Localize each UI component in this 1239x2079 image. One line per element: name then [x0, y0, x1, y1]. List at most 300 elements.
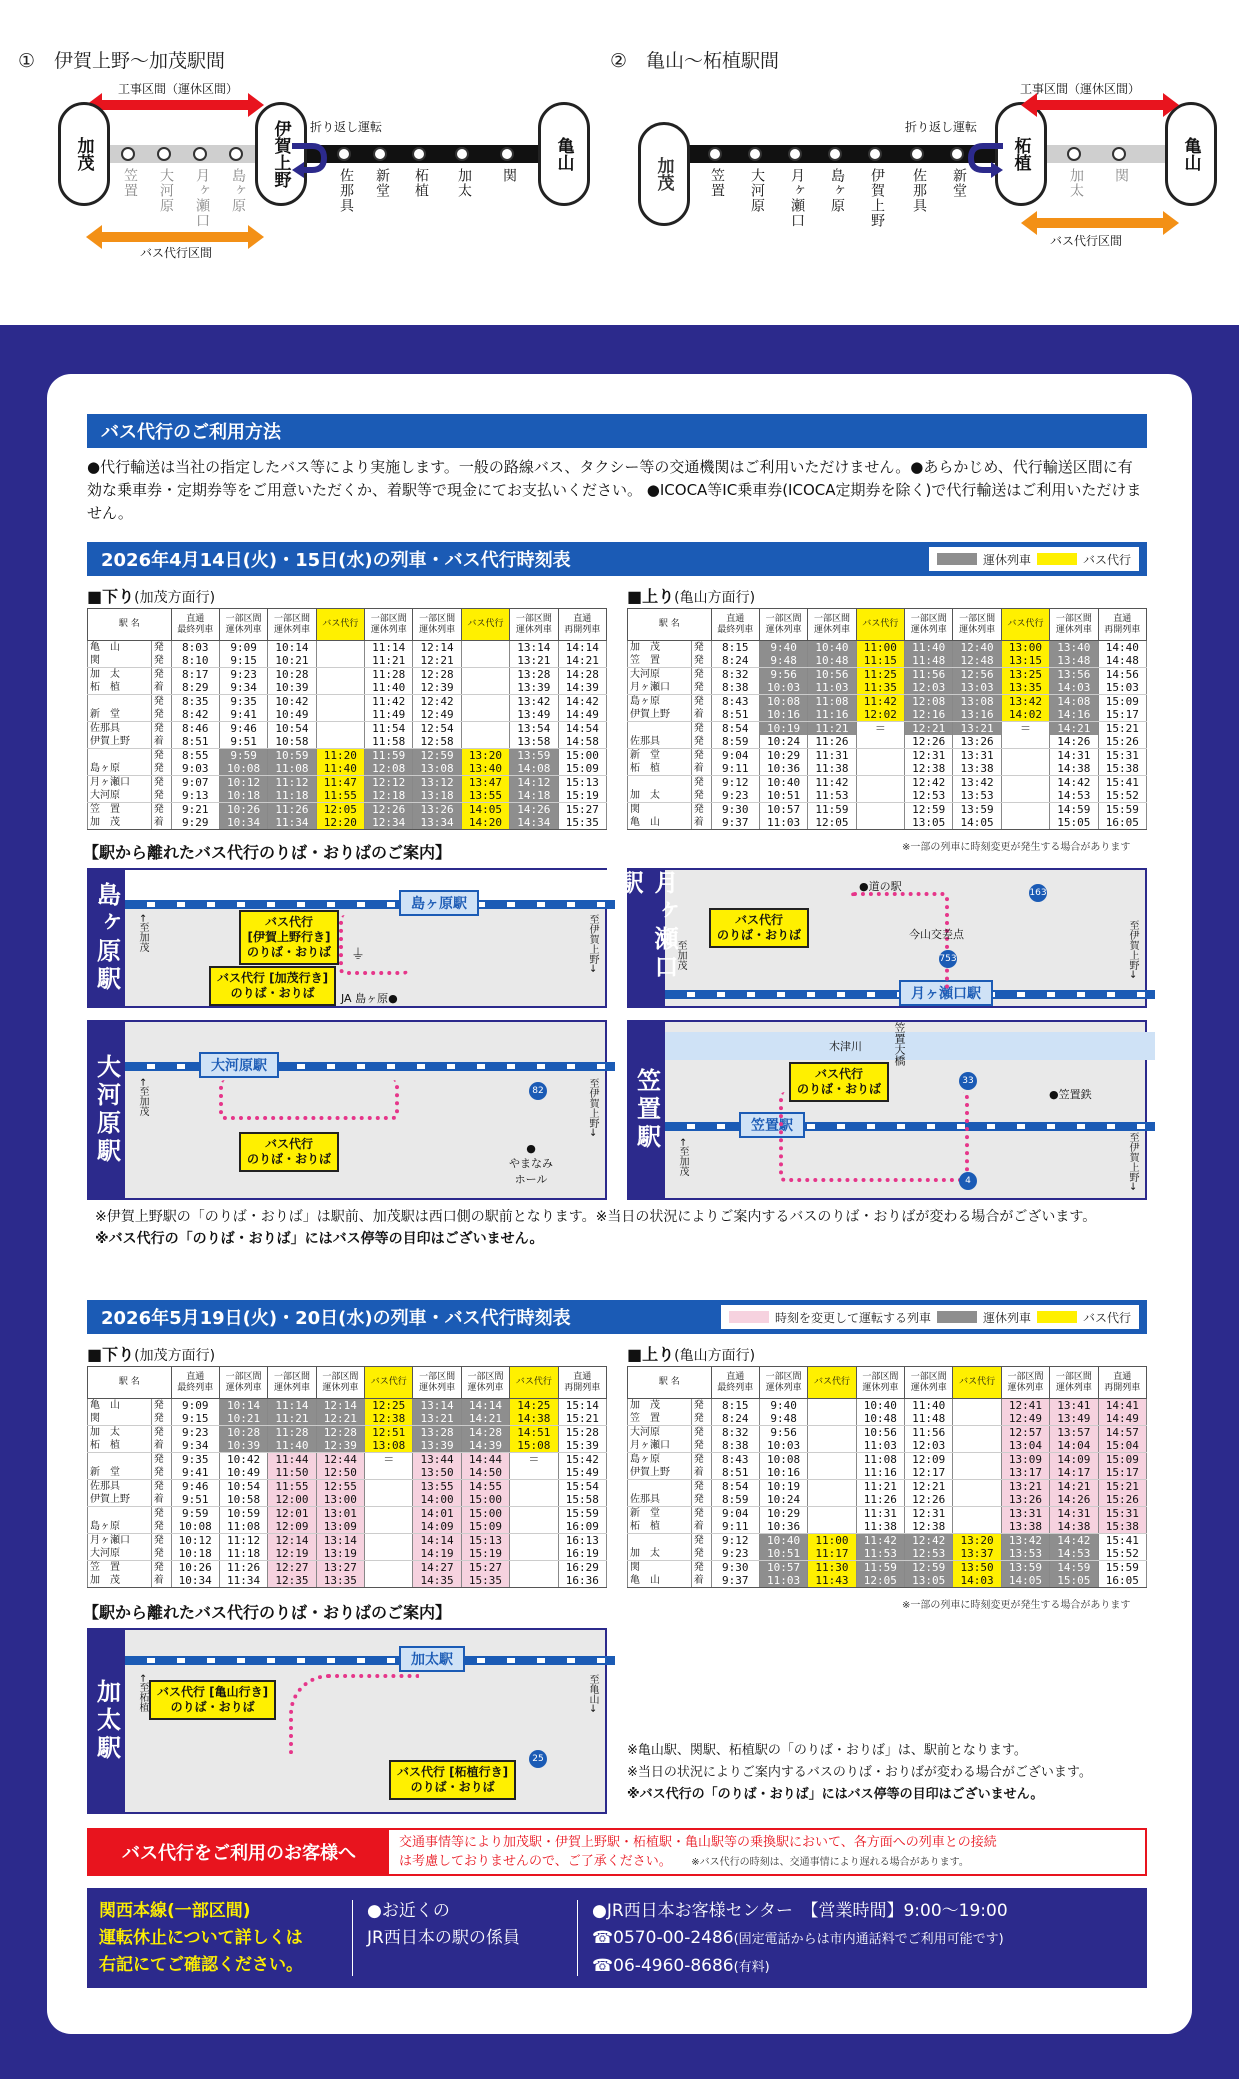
time-cell — [461, 708, 509, 722]
time-cell: 10:29 — [759, 749, 807, 763]
time-cell: 10:56 — [808, 668, 856, 682]
bus-stop: バス代行 のりば・おりば — [709, 908, 809, 948]
time-cell: 9:23 — [219, 668, 267, 682]
time-cell — [1001, 749, 1049, 763]
time-cell: 10:56 — [856, 1426, 904, 1440]
map-shimagahara — [87, 868, 607, 1008]
direction-left: ←至加茂 — [677, 1138, 688, 1177]
time-cell — [510, 1534, 558, 1548]
station-cell: 着 — [691, 1520, 711, 1534]
time-cell: 11:42 — [365, 695, 413, 709]
table-row — [628, 1439, 1147, 1453]
column-header: 駅 名 — [628, 609, 712, 641]
table-row — [88, 1507, 607, 1521]
map-label: 笠置駅 — [629, 1022, 665, 1198]
table-row — [628, 668, 1147, 682]
time-cell — [510, 1547, 558, 1561]
stop-name: 新堂 — [951, 168, 967, 198]
stop-dot — [157, 147, 171, 161]
time-cell: 14:39 — [461, 1439, 509, 1453]
table-row — [88, 641, 607, 655]
time-cell: 12:42 — [905, 776, 953, 790]
maps1-heading: 【駅から離れたバス代行のりば・おりばのご案内】 — [83, 843, 452, 862]
time-cell — [365, 1520, 413, 1534]
time-cell: 15:08 — [510, 1439, 558, 1453]
station-cell: 着 — [151, 735, 171, 749]
time-cell: 11:26 — [808, 735, 856, 749]
stop-dot — [1112, 147, 1126, 161]
station-kamo: 加茂 — [58, 102, 110, 206]
time-cell: 13:40 — [461, 762, 509, 776]
time-cell — [461, 668, 509, 682]
time-cell: 14:14 — [558, 641, 606, 655]
time-cell: 10:51 — [759, 1547, 807, 1561]
time-cell: 14:59 — [1050, 1561, 1098, 1575]
table-row — [88, 1520, 607, 1534]
time-cell — [461, 681, 509, 695]
station-cell: 発 — [691, 1493, 711, 1507]
howto-text: ●代行輸送は当社の指定したバス等により実施します。一般の路線バス、タクシー等の交通機関はご利用いただけません。●あらかじめ、代行輸送区間に有効な乗車券・定期券等をご用意いただくか、着駅等で現金にてお支払いください。 ●ICOCA等IC乗車券(ICOCA定期券を除く)で代行輸送はご利用いただけません。 — [87, 458, 1142, 522]
time-cell: 8:54 — [711, 722, 759, 736]
time-cell: 14:31 — [1050, 749, 1098, 763]
suspended-arrow — [100, 100, 250, 110]
time-cell: 10:59 — [219, 1507, 267, 1521]
time-cell: 15:00 — [461, 1507, 509, 1521]
table-row — [628, 1547, 1147, 1561]
map-kawahara — [87, 1020, 607, 1200]
divider — [577, 1900, 578, 1976]
time-cell: 15:19 — [558, 789, 606, 803]
column-header: 直通 再開列車 — [1098, 609, 1146, 641]
time-cell: 10:03 — [759, 1439, 807, 1453]
stop-dot — [828, 147, 842, 161]
time-cell: 13:44 — [413, 1453, 461, 1467]
time-cell: 14:04 — [1050, 1439, 1098, 1453]
time-cell: 10:03 — [759, 681, 807, 695]
time-cell: 13:20 — [461, 749, 509, 763]
station-cell: 笠 置 — [628, 1412, 692, 1426]
direction-left: ←至加茂 — [137, 1078, 148, 1117]
station-cell — [88, 1453, 152, 1467]
tt1-up-title: ■上り(亀山方面行) — [627, 587, 756, 606]
legend-gray-swatch — [937, 1311, 977, 1323]
time-cell: 9:34 — [219, 681, 267, 695]
time-cell: 13:16 — [953, 708, 1001, 722]
time-cell: 11:58 — [365, 735, 413, 749]
time-cell: 10:16 — [759, 708, 807, 722]
time-cell: 12:27 — [268, 1561, 316, 1575]
stop-dot — [788, 147, 802, 161]
legend-yellow-swatch — [1037, 553, 1077, 565]
station-cell — [88, 695, 152, 709]
time-cell: 15:09 — [558, 762, 606, 776]
time-cell: 10:08 — [759, 1453, 807, 1467]
column-header: 一部区間 運休列車 — [759, 609, 807, 641]
time-cell: 13:35 — [1001, 681, 1049, 695]
time-cell: 9:30 — [711, 803, 759, 817]
column-header: 直通 最終列車 — [171, 1367, 219, 1399]
time-cell — [365, 1480, 413, 1494]
time-cell: 15:17 — [1098, 708, 1146, 722]
time-cell: 11:26 — [219, 1561, 267, 1575]
station-cell: 新 堂 — [628, 749, 692, 763]
time-cell: 13:21 — [413, 1412, 461, 1426]
station-cell: 島ヶ原 — [88, 762, 152, 776]
time-cell: 11:21 — [856, 1480, 904, 1494]
station-cell: 発 — [151, 1480, 171, 1494]
time-cell: 10:24 — [759, 1493, 807, 1507]
time-cell: 12:12 — [365, 776, 413, 790]
walk-route — [289, 1674, 419, 1754]
time-cell: 12:19 — [268, 1547, 316, 1561]
time-cell: 12:21 — [316, 1412, 364, 1426]
table-row — [88, 695, 607, 709]
stop-dot — [337, 147, 351, 161]
station-cell: 加 茂 — [88, 816, 152, 830]
table-row — [88, 816, 607, 830]
table-row — [628, 1534, 1147, 1548]
time-cell — [856, 816, 904, 830]
column-header: 一部区間 運休列車 — [219, 1367, 267, 1399]
time-cell: 13:58 — [510, 735, 558, 749]
notice-label: バス代行をご利用のお客様へ — [89, 1830, 389, 1874]
time-cell: 11:14 — [365, 641, 413, 655]
time-cell: 9:59 — [219, 749, 267, 763]
time-cell: 12:59 — [905, 1561, 953, 1575]
road-number: 25 — [529, 1750, 547, 1768]
tt1-heading: 2026年4月14日(火)・15日(水)の列車・バス代行時刻表 運休列車 バス代行 — [87, 542, 1147, 576]
road-number: 82 — [529, 1082, 547, 1100]
time-cell: 12:28 — [413, 668, 461, 682]
time-cell: 11:08 — [808, 695, 856, 709]
station-cell: 大河原 — [88, 789, 152, 803]
time-cell: 13:27 — [316, 1561, 364, 1575]
phone-number[interactable]: ☎0570-00-2486 — [592, 1928, 734, 1948]
time-cell: 8:03 — [171, 641, 219, 655]
table-row — [628, 695, 1147, 709]
station-cell: 発 — [691, 654, 711, 668]
rail-line — [125, 900, 615, 909]
time-cell: 11:34 — [268, 816, 316, 830]
time-cell: 12:03 — [905, 681, 953, 695]
time-cell: 13:55 — [461, 789, 509, 803]
station-cell — [628, 1480, 692, 1494]
column-header: 一部区間 運休列車 — [759, 1367, 807, 1399]
time-cell: 12:41 — [1001, 1399, 1049, 1413]
time-cell: 14:08 — [510, 762, 558, 776]
time-cell: 10:18 — [171, 1547, 219, 1561]
column-header: 一部区間 運休列車 — [461, 1367, 509, 1399]
time-cell: 14:03 — [953, 1574, 1001, 1588]
time-cell: 12:09 — [268, 1520, 316, 1534]
stop-dot — [708, 147, 722, 161]
time-cell — [953, 1399, 1001, 1413]
station-cell: 着 — [151, 1574, 171, 1588]
time-cell: 15:00 — [558, 749, 606, 763]
table-row — [628, 1399, 1147, 1413]
station-cell — [88, 1507, 152, 1521]
time-cell — [316, 668, 364, 682]
station-cell: 発 — [151, 1412, 171, 1426]
time-cell — [953, 1439, 1001, 1453]
main-panel — [47, 374, 1192, 2034]
time-cell: 10:08 — [219, 762, 267, 776]
time-cell: 15:59 — [1098, 1561, 1146, 1575]
time-cell: 13:12 — [413, 776, 461, 790]
time-cell: 11:08 — [268, 762, 316, 776]
contact-band — [87, 1888, 1147, 1988]
time-cell: 14:50 — [461, 1466, 509, 1480]
column-header: 一部区間 運休列車 — [365, 609, 413, 641]
time-cell: 16:09 — [558, 1520, 606, 1534]
time-cell: 10:58 — [268, 735, 316, 749]
time-cell: 12:38 — [905, 1520, 953, 1534]
stop-name: 加太 — [1068, 168, 1084, 198]
time-cell: 11:56 — [905, 668, 953, 682]
time-cell: 9:40 — [759, 641, 807, 655]
time-cell: 9:29 — [171, 816, 219, 830]
time-cell: 10:21 — [219, 1412, 267, 1426]
time-cell: 14:19 — [413, 1547, 461, 1561]
time-cell: 15:27 — [461, 1561, 509, 1575]
time-cell: 10:12 — [171, 1534, 219, 1548]
time-cell — [856, 762, 904, 776]
time-cell: ＝ — [856, 722, 904, 736]
time-cell: 11:53 — [856, 1547, 904, 1561]
time-cell: 11:42 — [808, 776, 856, 790]
time-cell: 13:14 — [413, 1399, 461, 1413]
table-row — [88, 668, 607, 682]
time-cell: 15:52 — [1098, 1547, 1146, 1561]
time-cell: 10:54 — [219, 1480, 267, 1494]
time-cell: 14:55 — [461, 1480, 509, 1494]
time-cell: 11:25 — [856, 668, 904, 682]
station-cell: 月ヶ瀬口 — [88, 1534, 152, 1548]
time-cell: 14:35 — [413, 1574, 461, 1588]
time-cell: 14:14 — [461, 1399, 509, 1413]
column-header: 一部区間 運休列車 — [1050, 609, 1098, 641]
time-cell: 8:10 — [171, 654, 219, 668]
time-cell: 11:50 — [268, 1466, 316, 1480]
time-cell: 12:21 — [413, 654, 461, 668]
station-cell: 発 — [151, 641, 171, 655]
time-cell: 15:38 — [1098, 762, 1146, 776]
time-cell: 15:41 — [1098, 776, 1146, 790]
time-cell: 9:12 — [711, 776, 759, 790]
landmark: 今山交差点 — [909, 928, 964, 941]
route-diagram-2 — [600, 0, 1239, 320]
time-cell: 10:26 — [171, 1561, 219, 1575]
time-cell: 13:08 — [953, 695, 1001, 709]
legend-yellow-swatch — [1037, 1311, 1077, 1323]
time-cell: 14:25 — [510, 1399, 558, 1413]
time-cell: 12:44 — [316, 1453, 364, 1467]
tt1-note: ※一部の列車に時刻変更が発生する場合があります — [902, 842, 1131, 853]
column-header: 一部区間 運休列車 — [510, 609, 558, 641]
station-iga-ueno: 伊賀上野 — [255, 102, 307, 206]
time-cell: 14:17 — [1050, 1466, 1098, 1480]
time-cell — [953, 1466, 1001, 1480]
station-cell: 柘 植 — [628, 762, 692, 776]
time-cell: 10:40 — [759, 776, 807, 790]
time-cell: 16:05 — [1098, 1574, 1146, 1588]
time-cell: 12:31 — [905, 1507, 953, 1521]
table-row — [628, 1507, 1147, 1521]
station-box: 月ヶ瀬口駅 — [899, 980, 993, 1006]
suspended-arrow — [1035, 100, 1165, 110]
station-cell: 発 — [691, 668, 711, 682]
time-cell — [1001, 762, 1049, 776]
station-cell: 発 — [151, 1547, 171, 1561]
time-cell: 10:51 — [759, 789, 807, 803]
map-label: 大河原駅 — [89, 1022, 125, 1198]
time-cell: 14:49 — [558, 708, 606, 722]
station-cell: 島ヶ原 — [628, 695, 692, 709]
time-cell: 14:54 — [558, 722, 606, 736]
time-cell: 11:08 — [219, 1520, 267, 1534]
station-cell: 加 茂 — [88, 1574, 152, 1588]
stop-name: 島ヶ原 — [829, 168, 845, 213]
time-cell: 9:11 — [711, 762, 759, 776]
stop-dot — [1067, 147, 1081, 161]
time-cell: 10:57 — [759, 1561, 807, 1575]
time-cell: 12:38 — [365, 1412, 413, 1426]
time-cell: 13:00 — [316, 1493, 364, 1507]
station-cell: 発 — [151, 1426, 171, 1440]
table-row — [628, 803, 1147, 817]
time-cell: 12:34 — [365, 816, 413, 830]
time-cell — [856, 803, 904, 817]
time-cell — [808, 1399, 856, 1413]
time-cell: 12:05 — [316, 803, 364, 817]
station-kameyama: 亀山 — [1165, 102, 1217, 206]
time-cell: 10:36 — [759, 1520, 807, 1534]
table-row — [88, 708, 607, 722]
time-cell: 12:58 — [413, 735, 461, 749]
station-cell: 新 堂 — [88, 1466, 152, 1480]
time-cell: 15:35 — [558, 816, 606, 830]
time-cell — [510, 1507, 558, 1521]
stop-dot — [193, 147, 207, 161]
time-cell: 9:12 — [711, 1534, 759, 1548]
time-cell: 11:49 — [365, 708, 413, 722]
table-row — [628, 1493, 1147, 1507]
station-cell: 発 — [691, 1399, 711, 1413]
stop-name: 笠置 — [122, 168, 138, 198]
phone-number[interactable]: ☎06-4960-8686 — [592, 1956, 734, 1976]
station-cell: 島ヶ原 — [88, 1520, 152, 1534]
maps1-notes: ※伊賀上野駅の「のりば・おりば」は駅前、加茂駅は西口側の駅前となります。※当日の状況によりご案内するバスのりば・おりばが変わる場合がございます。 ※バス代行の「のりば・おりば」にはバス停等の目印はございません。 — [95, 1209, 1097, 1247]
station-cell: 発 — [151, 708, 171, 722]
time-cell: 13:21 — [953, 722, 1001, 736]
time-cell: 15:38 — [1098, 1520, 1146, 1534]
station-cell: 発 — [151, 654, 171, 668]
bus-stop: バス代行 のりば・おりば — [239, 1132, 339, 1172]
time-cell: 10:12 — [219, 776, 267, 790]
time-cell — [1001, 776, 1049, 790]
time-cell: 10:14 — [268, 641, 316, 655]
time-cell: 12:53 — [905, 1547, 953, 1561]
column-header: 直通 最終列車 — [711, 1367, 759, 1399]
time-cell: 11:31 — [856, 1507, 904, 1521]
time-cell: 13:39 — [510, 681, 558, 695]
time-cell: 12:14 — [413, 641, 461, 655]
contact-station: ●お近くの JR西日本の駅の係員 — [367, 1901, 520, 1948]
station-cell: 発 — [151, 749, 171, 763]
time-cell: 14:05 — [461, 803, 509, 817]
time-cell: 13:57 — [1050, 1426, 1098, 1440]
time-cell: 14:03 — [1050, 681, 1098, 695]
time-cell: 13:35 — [316, 1574, 364, 1588]
legend-pink-swatch — [729, 1311, 769, 1323]
stop-name: 笠置 — [709, 168, 725, 198]
time-cell: 10:28 — [268, 668, 316, 682]
column-header: 一部区間 運休列車 — [1050, 1367, 1098, 1399]
time-cell: 9:30 — [711, 1561, 759, 1575]
time-cell: 12:21 — [905, 1480, 953, 1494]
time-cell: 9:23 — [171, 1426, 219, 1440]
landmark: ●笠置鉄 — [1049, 1088, 1092, 1101]
table-row — [88, 681, 607, 695]
time-cell: 15:49 — [558, 1466, 606, 1480]
time-cell: ＝ — [365, 1453, 413, 1467]
time-cell: 13:25 — [1001, 668, 1049, 682]
time-cell: 12:26 — [905, 735, 953, 749]
time-cell: 10:29 — [759, 1507, 807, 1521]
time-cell: 12:26 — [905, 1493, 953, 1507]
column-header: バス代行 — [953, 1367, 1001, 1399]
time-cell: 11:21 — [365, 654, 413, 668]
time-cell: 12:54 — [413, 722, 461, 736]
table-row — [628, 654, 1147, 668]
time-cell: 12:38 — [905, 762, 953, 776]
time-cell: 13:21 — [1001, 1480, 1049, 1494]
time-cell: 9:03 — [171, 762, 219, 776]
stop-dot — [868, 147, 882, 161]
column-header: 直通 再開列車 — [558, 609, 606, 641]
time-cell: 13:59 — [953, 803, 1001, 817]
time-cell: 13:47 — [461, 776, 509, 790]
timetable-up-2 — [627, 1366, 1147, 1588]
stop-dot — [121, 147, 135, 161]
time-cell: 13:03 — [953, 681, 1001, 695]
time-cell — [316, 695, 364, 709]
time-cell: 13:48 — [1050, 654, 1098, 668]
column-header: バス代行 — [461, 609, 509, 641]
time-cell: 8:59 — [711, 735, 759, 749]
stop-name: 佐那具 — [911, 168, 927, 213]
time-cell: 11:59 — [365, 749, 413, 763]
station-cell: 加 太 — [88, 668, 152, 682]
time-cell: 11:47 — [316, 776, 364, 790]
time-cell: 16:13 — [558, 1534, 606, 1548]
time-cell: 10:49 — [268, 708, 316, 722]
column-header: バス代行 — [316, 609, 364, 641]
time-cell: 11:40 — [905, 641, 953, 655]
time-cell: 13:31 — [953, 749, 1001, 763]
time-cell: 13:15 — [1001, 654, 1049, 668]
time-cell: 15:59 — [558, 1507, 606, 1521]
station-cell: 発 — [691, 722, 711, 736]
station-cell: 発 — [691, 681, 711, 695]
time-cell: 15:26 — [1098, 735, 1146, 749]
station-cell: 大河原 — [628, 1426, 692, 1440]
stop-name: 大河原 — [158, 168, 174, 213]
time-cell: 12:49 — [1001, 1412, 1049, 1426]
time-cell: 15:41 — [1098, 1534, 1146, 1548]
time-cell — [953, 1493, 1001, 1507]
station-tsuge: 柘植 — [995, 102, 1047, 206]
